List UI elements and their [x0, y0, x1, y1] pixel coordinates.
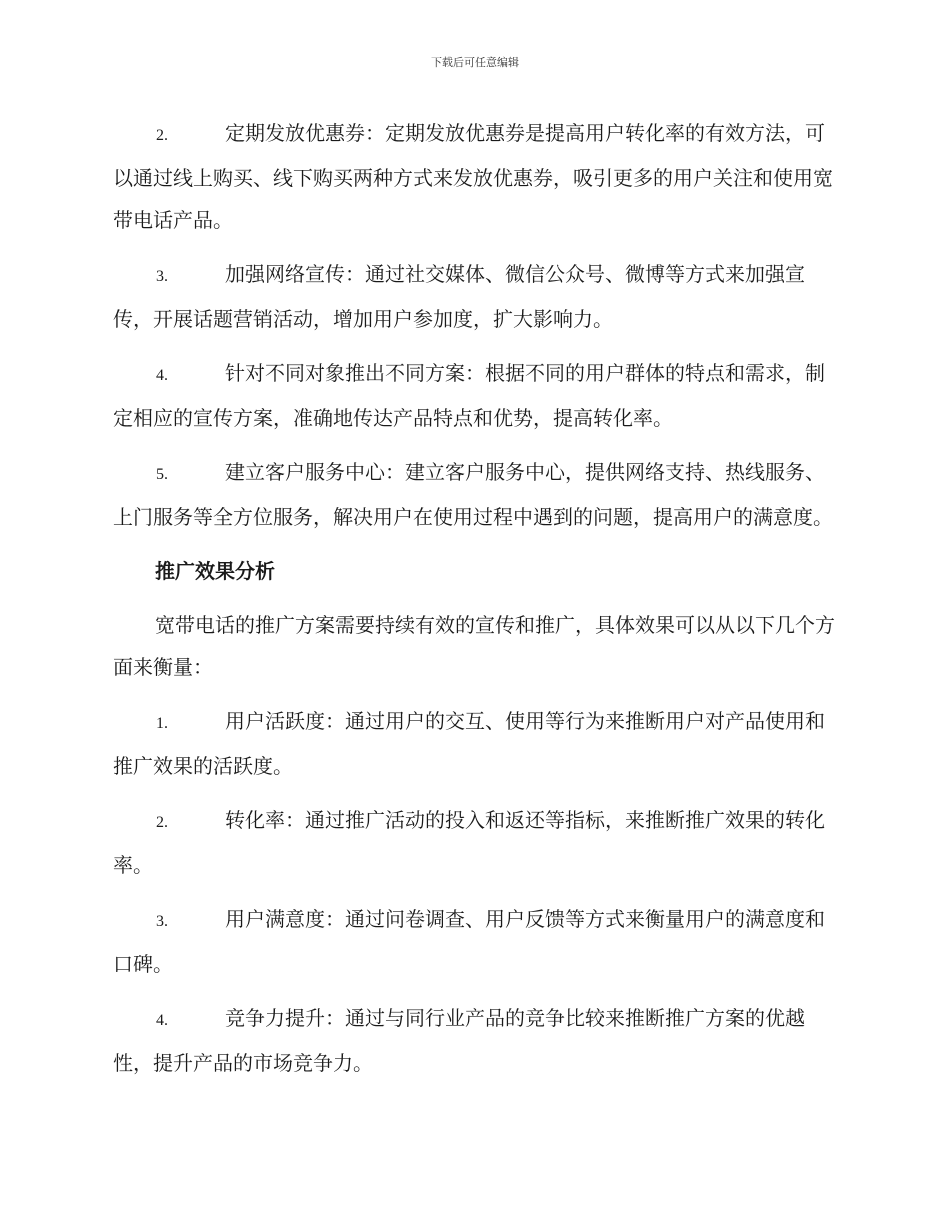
list-item: [113, 898, 835, 985]
list-item-number: 5.: [156, 466, 168, 483]
list-item-text: 加强网络宣传：通过社交媒体、微信公众号、微博等方式来加强宣传，开展话题营销活动，增加用户参加度，扩大影响力。: [113, 262, 805, 331]
document-body: [113, 112, 835, 1096]
list-item-number: 1.: [156, 715, 168, 732]
list-item: [113, 112, 835, 241]
section-heading: 推广效果分析: [155, 559, 275, 583]
list-item: [113, 799, 835, 886]
list-item: [113, 997, 835, 1084]
list-item: [113, 352, 835, 439]
list-item-text: 转化率：通过推广活动的投入和返还等指标，来推断推广效果的转化率。: [113, 808, 825, 877]
list-item-text: 用户活跃度：通过用户的交互、使用等行为来推断用户对产品使用和推广效果的活跃度。: [113, 709, 825, 778]
list-item: [113, 253, 835, 340]
list-item: [113, 700, 835, 787]
list-item-number: 3.: [156, 268, 168, 285]
list-item-text: 竞争力提升：通过与同行业产品的竞争比较来推断推广方案的优越性，提升产品的市场竞争力。: [113, 1006, 805, 1075]
list-item-number: 3.: [156, 913, 168, 930]
list-item-number: 4.: [156, 1012, 168, 1029]
section-intro: 宽带电话的推广方案需要持续有效的宣传和推广，具体效果可以从以下几个方面来衡量：: [113, 613, 835, 679]
page-header: 下载后可任意编辑: [431, 56, 519, 69]
list-item-number: 2.: [156, 814, 168, 831]
list-item-text: 定期发放优惠券：定期发放优惠券是提高用户转化率的有效方法，可以通过线上购买、线下购买两种方式来发放优惠券，吸引更多的用户关注和使用宽带电话产品。: [113, 121, 833, 232]
list-item-number: 2.: [156, 127, 168, 144]
list-item-text: 建立客户服务中心：建立客户服务中心，提供网络支持、热线服务、上门服务等全方位服务，解决用户在使用过程中遇到的问题，提高用户的满意度。: [113, 460, 833, 529]
list-item-text: 针对不同对象推出不同方案：根据不同的用户群体的特点和需求，制定相应的宣传方案，准确地传达产品特点和优势，提高转化率。: [113, 361, 825, 430]
list-item: [113, 451, 835, 538]
list-item-number: 4.: [156, 367, 168, 384]
list-item-text: 用户满意度：通过问卷调查、用户反馈等方式来衡量用户的满意度和口碑。: [113, 907, 825, 976]
